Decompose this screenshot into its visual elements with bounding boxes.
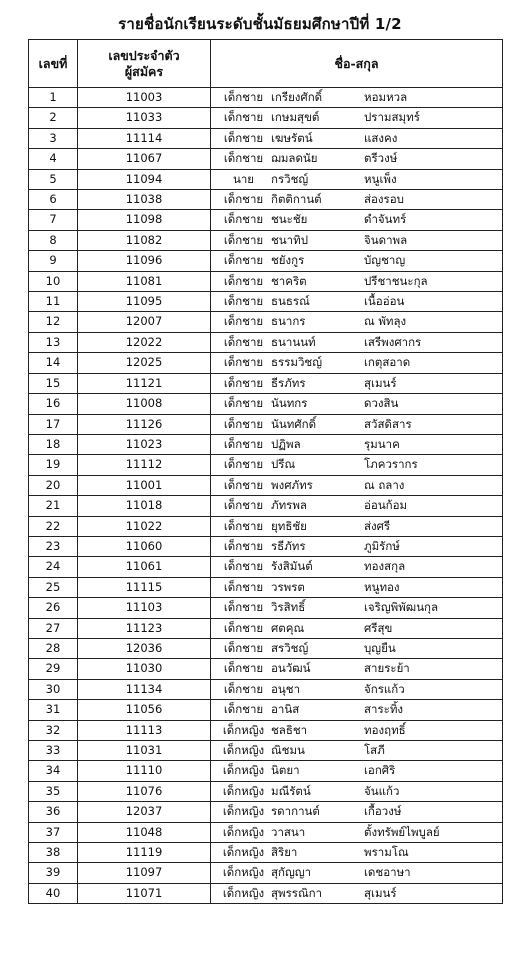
applicant-id: 11061 bbox=[78, 557, 211, 577]
row-number: 38 bbox=[29, 843, 78, 863]
name-prefix: เด็กชาย bbox=[223, 253, 264, 268]
row-number: 9 bbox=[29, 251, 78, 271]
table-row bbox=[29, 536, 503, 556]
last-name: จินดาพล bbox=[364, 232, 408, 247]
name-prefix: เด็กชาย bbox=[223, 212, 264, 227]
row-number: 31 bbox=[29, 700, 78, 720]
name-prefix: เด็กชาย bbox=[223, 396, 264, 411]
table-row bbox=[29, 169, 503, 189]
first-name: เกรียงศักดิ์ bbox=[271, 90, 323, 104]
row-number: 26 bbox=[29, 598, 78, 618]
row-number: 5 bbox=[29, 169, 78, 189]
first-name: ภัทรพล bbox=[271, 498, 307, 513]
first-name: นันทกร bbox=[271, 396, 308, 411]
last-name: ส่องรอบ bbox=[364, 192, 404, 207]
student-name bbox=[211, 373, 503, 393]
table-row bbox=[29, 230, 503, 250]
applicant-id: 11031 bbox=[78, 741, 211, 761]
name-prefix: เด็กชาย bbox=[223, 559, 264, 574]
last-name: เสรีพงศากร bbox=[364, 334, 422, 349]
table-row bbox=[29, 88, 503, 108]
header-row bbox=[29, 40, 503, 88]
student-name bbox=[211, 169, 503, 189]
student-name bbox=[211, 230, 503, 250]
first-name: กิตติกานต์ bbox=[271, 192, 322, 207]
last-name: สวัสดิสาร bbox=[364, 416, 412, 431]
last-name: พรามโณ bbox=[364, 845, 409, 860]
header-full-name: ชื่อ-สกุล bbox=[211, 40, 503, 88]
table-row bbox=[29, 863, 503, 883]
table-row bbox=[29, 210, 503, 230]
applicant-id: 11115 bbox=[78, 577, 211, 597]
student-name bbox=[211, 577, 503, 597]
name-prefix: เด็กชาย bbox=[223, 640, 264, 655]
applicant-id: 11110 bbox=[78, 761, 211, 781]
last-name: สุเมนร์ bbox=[364, 885, 397, 900]
name-prefix: นาย bbox=[232, 171, 255, 186]
applicant-id: 11030 bbox=[78, 659, 211, 679]
student-name bbox=[211, 292, 503, 312]
applicant-id: 11023 bbox=[78, 434, 211, 454]
applicant-id: 12025 bbox=[78, 353, 211, 373]
table-row bbox=[29, 741, 503, 761]
first-name: ชนาทิป bbox=[271, 232, 309, 247]
row-number: 15 bbox=[29, 373, 78, 393]
first-name: รดากานต์ bbox=[271, 804, 320, 819]
applicant-id: 11112 bbox=[78, 455, 211, 475]
applicant-id: 11082 bbox=[78, 230, 211, 250]
first-name: เฆษรัตน์ bbox=[271, 130, 313, 145]
last-name: ทองสกุล bbox=[364, 559, 406, 574]
last-name: ทองฤทธิ์ bbox=[364, 722, 406, 737]
name-prefix: เด็กชาย bbox=[223, 151, 264, 166]
student-name bbox=[211, 353, 503, 373]
last-name: รุมนาค bbox=[364, 436, 400, 451]
row-number: 35 bbox=[29, 781, 78, 801]
applicant-id: 11103 bbox=[78, 598, 211, 618]
last-name: สายระย้า bbox=[364, 661, 410, 676]
first-name: วรพรต bbox=[271, 579, 305, 594]
last-name: โสภี bbox=[364, 743, 385, 757]
name-prefix: เด็กหญิง bbox=[222, 865, 265, 880]
first-name: ชาคริต bbox=[271, 273, 307, 288]
applicant-id: 11095 bbox=[78, 292, 211, 312]
name-prefix: เด็กชาย bbox=[223, 294, 264, 309]
student-name bbox=[211, 659, 503, 679]
name-prefix: เด็กชาย bbox=[223, 518, 264, 533]
first-name: ศตคุณ bbox=[271, 620, 305, 635]
table-row bbox=[29, 618, 503, 638]
applicant-id: 11121 bbox=[78, 373, 211, 393]
table-row bbox=[29, 414, 503, 434]
row-number: 25 bbox=[29, 577, 78, 597]
header-number: เลขที่ bbox=[29, 40, 78, 88]
first-name: ชลธิชา bbox=[271, 722, 308, 737]
first-name: ธนากร bbox=[271, 314, 306, 329]
row-number: 6 bbox=[29, 190, 78, 210]
name-prefix: เด็กชาย bbox=[223, 498, 264, 513]
student-name bbox=[211, 271, 503, 291]
header-applicant-id-line2: ผู้สมัคร bbox=[124, 63, 164, 79]
applicant-id: 12007 bbox=[78, 312, 211, 332]
first-name: สุพรรณิกา bbox=[271, 885, 323, 900]
row-number: 16 bbox=[29, 394, 78, 414]
table-row bbox=[29, 353, 503, 373]
first-name: นันทศักดิ์ bbox=[271, 416, 317, 431]
first-name: อนุชา bbox=[271, 681, 301, 696]
last-name: บุญยืน bbox=[364, 640, 396, 655]
table-row bbox=[29, 128, 503, 148]
last-name: สุเมนร์ bbox=[364, 375, 397, 390]
table-row bbox=[29, 373, 503, 393]
applicant-id: 11067 bbox=[78, 149, 211, 169]
name-prefix: เด็กชาย bbox=[223, 232, 264, 247]
name-prefix: เด็กชาย bbox=[223, 538, 264, 553]
row-number: 13 bbox=[29, 332, 78, 352]
row-number: 19 bbox=[29, 455, 78, 475]
row-number: 14 bbox=[29, 353, 78, 373]
first-name: วิรสิทธิ์ bbox=[271, 600, 306, 615]
last-name: เนื้ออ่อน bbox=[364, 294, 405, 309]
page-title: รายชื่อนักเรียนระดับชั้นมัธยมศึกษาปีที่ 1/2 bbox=[118, 15, 402, 33]
student-name bbox=[211, 618, 503, 638]
student-name bbox=[211, 312, 503, 332]
student-name bbox=[211, 414, 503, 434]
row-number: 20 bbox=[29, 475, 78, 495]
name-prefix: เด็กชาย bbox=[223, 110, 264, 125]
last-name: ณ พัทลุง bbox=[364, 314, 407, 329]
table-row bbox=[29, 761, 503, 781]
table-row bbox=[29, 434, 503, 454]
table-row bbox=[29, 475, 503, 495]
table-row bbox=[29, 700, 503, 720]
last-name: เดชอาษา bbox=[364, 865, 411, 880]
first-name: มณีรัตน์ bbox=[271, 783, 311, 798]
student-name bbox=[211, 149, 503, 169]
row-number: 22 bbox=[29, 516, 78, 536]
table-row bbox=[29, 843, 503, 863]
applicant-id: 11071 bbox=[78, 883, 211, 903]
table-row bbox=[29, 659, 503, 679]
applicant-id: 11033 bbox=[78, 108, 211, 128]
row-number: 17 bbox=[29, 414, 78, 434]
table-row bbox=[29, 598, 503, 618]
table-row bbox=[29, 679, 503, 699]
table-row bbox=[29, 577, 503, 597]
row-number: 2 bbox=[29, 108, 78, 128]
applicant-id: 11134 bbox=[78, 679, 211, 699]
row-number: 30 bbox=[29, 679, 78, 699]
first-name: ธนานนท์ bbox=[271, 334, 316, 349]
first-name: รธีภัทร bbox=[271, 538, 306, 553]
name-prefix: เด็กชาย bbox=[223, 314, 264, 329]
last-name: ปรามสมุทร์ bbox=[364, 110, 420, 125]
name-prefix: เด็กชาย bbox=[223, 334, 264, 349]
table-row bbox=[29, 271, 503, 291]
header-applicant-id bbox=[78, 40, 211, 88]
header-applicant-id-line1: เลขประจำตัว bbox=[108, 47, 180, 63]
table-row bbox=[29, 883, 503, 903]
applicant-id: 11113 bbox=[78, 720, 211, 740]
name-prefix: เด็กชาย bbox=[223, 457, 264, 472]
last-name: จักรแก้ว bbox=[364, 681, 405, 696]
applicant-id: 12022 bbox=[78, 332, 211, 352]
applicant-id: 11094 bbox=[78, 169, 211, 189]
last-name: โภควรากร bbox=[364, 457, 418, 472]
first-name: สรวิชญ์ bbox=[271, 640, 309, 655]
row-number: 33 bbox=[29, 741, 78, 761]
last-name: หนูเพ็ง bbox=[364, 171, 397, 186]
table-row bbox=[29, 312, 503, 332]
applicant-id: 11096 bbox=[78, 251, 211, 271]
name-prefix: เด็กชาย bbox=[223, 702, 264, 717]
table-row bbox=[29, 108, 503, 128]
table-row bbox=[29, 394, 503, 414]
student-name bbox=[211, 394, 503, 414]
last-name: หอมหวล bbox=[364, 90, 408, 104]
first-name: พงศภัทร bbox=[271, 477, 313, 492]
student-name bbox=[211, 536, 503, 556]
last-name: ภูมิรักษ์ bbox=[364, 538, 400, 553]
first-name: รังสิมันต์ bbox=[271, 559, 313, 574]
name-prefix: เด็กหญิง bbox=[222, 743, 265, 757]
first-name: ชยังกูร bbox=[271, 253, 305, 268]
row-number: 29 bbox=[29, 659, 78, 679]
name-prefix: เด็กชาย bbox=[223, 375, 264, 390]
first-name: ธีรภัทร bbox=[271, 375, 306, 390]
name-prefix: เด็กชาย bbox=[223, 477, 264, 492]
student-name bbox=[211, 516, 503, 536]
last-name: ตรีวงษ์ bbox=[364, 151, 398, 166]
student-name bbox=[211, 679, 503, 699]
name-prefix: เด็กชาย bbox=[223, 355, 264, 370]
applicant-id: 11003 bbox=[78, 88, 211, 108]
table-body bbox=[29, 88, 503, 904]
name-prefix: เด็กหญิง bbox=[222, 783, 265, 798]
row-number: 8 bbox=[29, 230, 78, 250]
last-name: สาระทิ้ง bbox=[364, 702, 404, 717]
table-row bbox=[29, 557, 503, 577]
table-row bbox=[29, 251, 503, 271]
student-name bbox=[211, 496, 503, 516]
last-name: เจริญพิพัฒนกุล bbox=[364, 600, 439, 615]
student-name bbox=[211, 332, 503, 352]
student-name bbox=[211, 638, 503, 658]
first-name: เกษมสุขต์ bbox=[271, 110, 320, 125]
table-row bbox=[29, 638, 503, 658]
student-name bbox=[211, 108, 503, 128]
first-name: สุกัญญา bbox=[271, 865, 312, 880]
row-number: 34 bbox=[29, 761, 78, 781]
last-name: ปรีชาชนะกุล bbox=[364, 273, 428, 288]
last-name: อ่อนก้อม bbox=[364, 498, 408, 513]
student-name bbox=[211, 761, 503, 781]
row-number: 28 bbox=[29, 638, 78, 658]
first-name: ปฏิพล bbox=[271, 436, 301, 451]
table-row bbox=[29, 149, 503, 169]
name-prefix: เด็กชาย bbox=[223, 620, 264, 635]
name-prefix: เด็กชาย bbox=[223, 600, 264, 615]
student-name bbox=[211, 434, 503, 454]
row-number: 11 bbox=[29, 292, 78, 312]
first-name: อนวัฒน์ bbox=[271, 661, 311, 676]
row-number: 4 bbox=[29, 149, 78, 169]
applicant-id: 11081 bbox=[78, 271, 211, 291]
row-number: 39 bbox=[29, 863, 78, 883]
name-prefix: เด็กหญิง bbox=[222, 804, 265, 819]
first-name: กรวิชญ์ bbox=[271, 171, 309, 186]
name-prefix: เด็กหญิง bbox=[222, 722, 265, 737]
student-name bbox=[211, 822, 503, 842]
first-name: ยุทธิชัย bbox=[271, 518, 307, 533]
applicant-id: 11001 bbox=[78, 475, 211, 495]
row-number: 21 bbox=[29, 496, 78, 516]
applicant-id: 11126 bbox=[78, 414, 211, 434]
first-name: อานิส bbox=[271, 702, 300, 717]
name-prefix: เด็กชาย bbox=[223, 273, 264, 288]
applicant-id: 11114 bbox=[78, 128, 211, 148]
student-name bbox=[211, 741, 503, 761]
row-number: 40 bbox=[29, 883, 78, 903]
table-row bbox=[29, 720, 503, 740]
name-prefix: เด็กชาย bbox=[223, 90, 264, 104]
last-name: จันแก้ว bbox=[364, 783, 400, 798]
row-number: 18 bbox=[29, 434, 78, 454]
name-prefix: เด็กหญิง bbox=[222, 845, 265, 860]
table-row bbox=[29, 455, 503, 475]
student-name bbox=[211, 190, 503, 210]
table-row bbox=[29, 292, 503, 312]
last-name: ส่งศรี bbox=[364, 518, 391, 533]
student-name bbox=[211, 557, 503, 577]
last-name: บัญชาญ bbox=[364, 253, 406, 268]
row-number: 1 bbox=[29, 88, 78, 108]
applicant-id: 11008 bbox=[78, 394, 211, 414]
student-name bbox=[211, 863, 503, 883]
student-name bbox=[211, 128, 503, 148]
last-name: ณ ถลาง bbox=[364, 477, 405, 492]
last-name: เกื้อวงษ์ bbox=[364, 804, 402, 819]
name-prefix: เด็กหญิง bbox=[222, 763, 265, 778]
first-name: ฌมลดนัย bbox=[271, 151, 318, 166]
table-row bbox=[29, 516, 503, 536]
row-number: 3 bbox=[29, 128, 78, 148]
student-name bbox=[211, 781, 503, 801]
applicant-id: 12036 bbox=[78, 638, 211, 658]
student-name bbox=[211, 475, 503, 495]
first-name: ชนะชัย bbox=[271, 212, 308, 227]
row-number: 36 bbox=[29, 802, 78, 822]
student-name bbox=[211, 455, 503, 475]
first-name: ปรีณ bbox=[271, 457, 296, 472]
table-row bbox=[29, 496, 503, 516]
last-name: เกตุสอาด bbox=[364, 355, 411, 370]
name-prefix: เด็กชาย bbox=[223, 192, 264, 207]
first-name: ณิชมน bbox=[271, 743, 305, 757]
row-number: 27 bbox=[29, 618, 78, 638]
table-row bbox=[29, 781, 503, 801]
last-name: ตั้งทรัพย์ไพบูลย์ bbox=[364, 824, 440, 839]
row-number: 24 bbox=[29, 557, 78, 577]
student-name bbox=[211, 88, 503, 108]
last-name: เอกศิริ bbox=[364, 763, 396, 778]
row-number: 10 bbox=[29, 271, 78, 291]
applicant-id: 11022 bbox=[78, 516, 211, 536]
applicant-id: 11098 bbox=[78, 210, 211, 230]
first-name: สิริยา bbox=[271, 845, 298, 860]
student-name bbox=[211, 251, 503, 271]
student-name bbox=[211, 883, 503, 903]
last-name: ดำจันทร์ bbox=[364, 212, 407, 227]
last-name: ศรีสุข bbox=[364, 620, 393, 635]
last-name: ดวงสิน bbox=[364, 396, 399, 411]
applicant-id: 11076 bbox=[78, 781, 211, 801]
row-number: 32 bbox=[29, 720, 78, 740]
last-name: หนูทอง bbox=[364, 579, 400, 594]
student-name bbox=[211, 843, 503, 863]
applicant-id: 11018 bbox=[78, 496, 211, 516]
name-prefix: เด็กหญิง bbox=[222, 885, 265, 900]
row-number: 12 bbox=[29, 312, 78, 332]
table-row bbox=[29, 802, 503, 822]
first-name: ธรรมวิชญ์ bbox=[271, 355, 323, 370]
name-prefix: เด็กชาย bbox=[223, 681, 264, 696]
name-prefix: เด็กชาย bbox=[223, 130, 264, 145]
applicant-id: 11048 bbox=[78, 822, 211, 842]
student-name bbox=[211, 210, 503, 230]
table-row bbox=[29, 332, 503, 352]
first-name: นิตยา bbox=[271, 763, 300, 778]
applicant-id: 11123 bbox=[78, 618, 211, 638]
name-prefix: เด็กหญิง bbox=[222, 824, 265, 839]
name-prefix: เด็กชาย bbox=[223, 661, 264, 676]
student-name bbox=[211, 700, 503, 720]
student-name bbox=[211, 598, 503, 618]
table-row bbox=[29, 822, 503, 842]
student-name bbox=[211, 720, 503, 740]
applicant-id: 11056 bbox=[78, 700, 211, 720]
student-list-table bbox=[28, 39, 503, 904]
applicant-id: 11119 bbox=[78, 843, 211, 863]
student-name bbox=[211, 802, 503, 822]
applicant-id: 11038 bbox=[78, 190, 211, 210]
last-name: แสงคง bbox=[364, 130, 398, 145]
table-header bbox=[29, 40, 503, 88]
applicant-id: 11060 bbox=[78, 536, 211, 556]
row-number: 23 bbox=[29, 536, 78, 556]
table-row bbox=[29, 190, 503, 210]
first-name: ธนธรณ์ bbox=[271, 294, 310, 309]
first-name: วาสนา bbox=[271, 824, 306, 839]
applicant-id: 12037 bbox=[78, 802, 211, 822]
applicant-id: 11097 bbox=[78, 863, 211, 883]
name-prefix: เด็กชาย bbox=[223, 436, 264, 451]
name-prefix: เด็กชาย bbox=[223, 416, 264, 431]
name-prefix: เด็กชาย bbox=[223, 579, 264, 594]
row-number: 7 bbox=[29, 210, 78, 230]
row-number: 37 bbox=[29, 822, 78, 842]
